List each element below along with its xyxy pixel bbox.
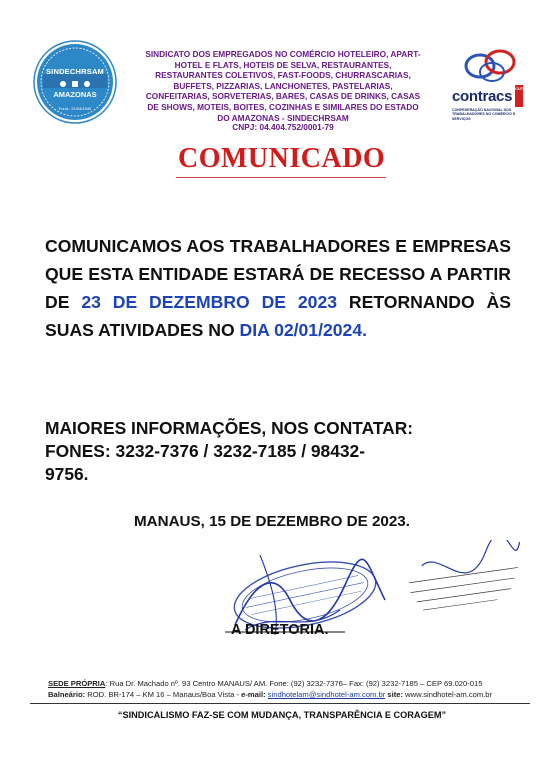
footer-contacts	[48, 690, 492, 699]
site-link[interactable]: www.sindhotel-am.com.br	[405, 690, 493, 699]
return-date: DIA 02/01/2024.	[239, 320, 368, 340]
email-link[interactable]: sindhotelam@sindhotel-am.com.br	[267, 690, 386, 699]
sindechrsam-logo	[33, 40, 117, 124]
contact-info	[45, 417, 515, 486]
recess-start-date: 23 DE DEZEMBRO DE 2023	[81, 292, 338, 312]
site-label: site:	[387, 690, 403, 699]
sindechrsam-seal-icon	[33, 40, 117, 124]
footer-divider	[30, 703, 530, 704]
cut-badge	[515, 85, 523, 107]
contracs-rings-icon	[458, 48, 528, 88]
page-title: COMUNICADO	[178, 143, 386, 174]
paragraph-text-1: COMUNICAMOS AOS TRABALHADORES E EMPRESAS QUE ESTA ENTIDADE ESTARÁ DE RECESSO A PARTIR DE	[45, 236, 511, 312]
document-date: MANAUS, 15 DE DEZEMBRO DE 2023.	[134, 513, 410, 530]
email-label: e-mail:	[241, 690, 266, 699]
signature-label: A DIRETORIA.	[231, 622, 329, 638]
cut-label: CUT	[515, 86, 524, 91]
phone-numbers: FONES: 3232-7376 / 3232-7185 / 98432-	[45, 441, 366, 461]
footer-address	[48, 679, 482, 688]
balneario-label: Balneário:	[48, 690, 86, 699]
contracs-logo	[452, 48, 532, 124]
sede-label: SEDE PRÓPRIA	[48, 679, 106, 688]
title-underline	[176, 177, 386, 178]
announcement-paragraph	[45, 232, 511, 344]
footer-motto: “SINDICALISMO FAZ-SE COM MUDANÇA, TRANSPARÊNCIA E CORAGEM”	[117, 710, 447, 720]
paragraph-text-2: RETORNANDO ÀS SUAS ATIVIDADES NO	[45, 292, 511, 340]
logo-founded: Fund.: 21/04/1949	[58, 106, 92, 111]
logo-subname: AMAZONAS	[53, 90, 97, 99]
union-name-header: SINDICATO DOS EMPREGADOS NO COMÉRCIO HOTELEIRO, APART- HOTEL E FLATS, HOTEIS DE SELVA, RESTAURANTES, RESTAURANTES COLETIVOS, FAST-FOODS, CHURRASCARIAS, BUFFETS, PIZZARIAS, LANCHONETES, PASTELARIAS, CONFEITARIAS, SORVETERIAS, BARES, CASAS DE DRINKS, CASAS DE SHOWS, MOTEIS, BOITES, COZINHAS E SIMILARES DO ESTADO DO AMAZONAS - SINDECHRSAM	[145, 49, 421, 123]
phone-numbers-cont: 9756.	[45, 464, 89, 484]
balneario-text: ROD. BR-174 – KM 16 – Manaus/Boa Vista -	[85, 690, 242, 699]
cnpj-text: CNPJ: 04.404.752/0001-79	[232, 122, 334, 132]
contact-heading: MAIORES INFORMAÇÕES, NOS CONTATAR:	[45, 418, 414, 438]
logo-name: SINDECHRSAM	[45, 67, 105, 76]
contracs-name: contracs	[452, 88, 513, 105]
sede-text: : Rua Dr. Machado nº. 93 Centro MANAUS/ AM. Fone: (92) 3232-7376– Fax: (92) 3232-7185 – CEP 69.020-015	[105, 679, 483, 688]
contracs-subtitle: CONFEDERAÇÃO NACIONAL DOS TRABALHADORES NO COMÉRCIO E SERVIÇOS	[452, 108, 516, 121]
